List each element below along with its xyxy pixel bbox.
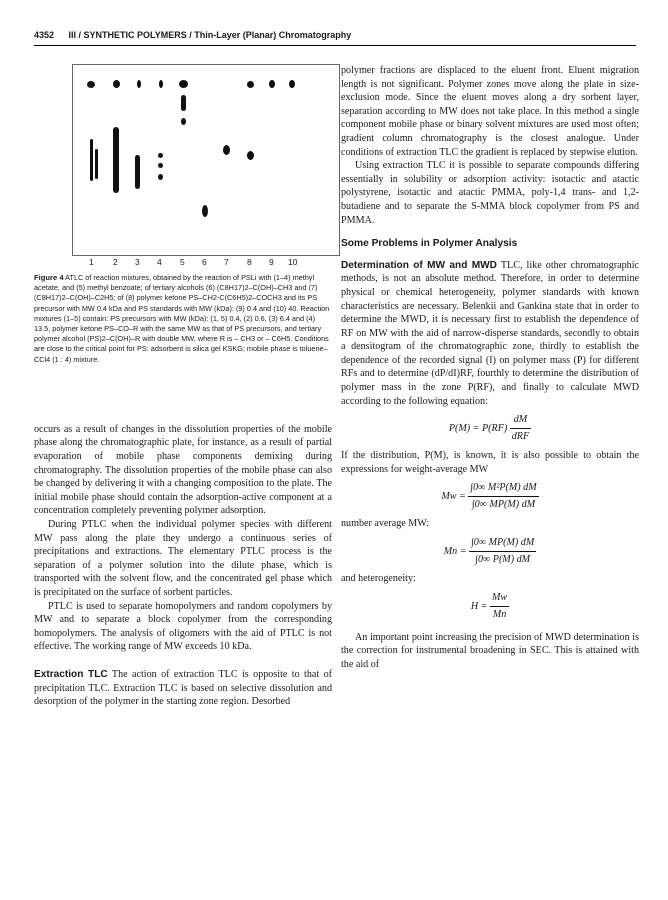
equation-denominator: ∫0∞ P(M) dM (475, 554, 531, 566)
tlc-spot (113, 127, 119, 193)
tlc-spot (181, 95, 186, 111)
equation-lhs: Mw = (441, 491, 466, 503)
equation-fraction (469, 535, 536, 568)
caption-label: Figure 4 (34, 273, 64, 282)
tlc-spot (179, 80, 188, 88)
running-title: III / SYNTHETIC POLYMERS / Thin-Layer (Planar) Chromatography (68, 30, 352, 40)
lane-label: 8 (247, 257, 252, 267)
lane-label: 3 (135, 257, 140, 267)
equation-mwd (341, 412, 639, 445)
tlc-spot (289, 80, 295, 88)
tlc-spot (202, 205, 208, 217)
tlc-spot (135, 155, 140, 189)
equation-denominator: Mn (492, 608, 507, 620)
paragraph-text: The action of extraction TLC is opposite to that of precipitation TLC. Extraction TLC is based on selective dissolution and desorption of the polymer in the starting zone region. Desorbed (34, 668, 332, 708)
equation-fraction (510, 412, 531, 445)
tlc-spot (223, 145, 230, 155)
paragraph: Using extraction TLC it is possible to separate compounds differing essentially in solubility or adsorption activity: isotactic and atactic polystyrene, isotactic and atactic PMMA, poly-1,4 trans- and 1,2-butadiene and to separate the S-MMA block copolymer from PS and PMMA. (341, 160, 639, 226)
equation-lhs: H = (470, 600, 488, 612)
right-column (341, 64, 639, 671)
tlc-spot (247, 151, 254, 160)
tlc-spot (90, 139, 93, 181)
tlc-spot (158, 174, 163, 180)
equation-denominator: ∫0∞ MP(M) dM (471, 499, 536, 511)
lane-labels (72, 256, 338, 269)
header-rule (34, 45, 636, 46)
section-heading: Some Problems in Polymer Analysis (341, 238, 518, 250)
tlc-spot (269, 80, 275, 88)
page-header (34, 30, 636, 44)
paragraph: During PTLC when the individual polymer species with different MW pass along the plate they undergo a continuous series of precipitations and extractions. The elementary PTLC process is the separation of a polymer solution into the dilute phase, which is transported with the solvent flow, and the concentrated gel phase which is precipitated on the surface of sorbent particles. (34, 518, 332, 598)
tlc-spot (247, 81, 254, 88)
lane-label: 2 (113, 257, 118, 267)
tlc-spot (95, 149, 98, 179)
paragraph: polymer fractions are displaced to the eluent front. Eluent migration length is not significant. Polymer zones move along the plate in size-exclusion mode. Since the eluent moves along a dry sorbent layer, separation according to MW does not take place. In this method a single component mobile phase or binary solvent mixtures are used most often; gradient column chromatography is the closest analogue. Under conditions of extraction TLC the gradient is replaced by stepwise elution. (341, 65, 639, 158)
paragraph: If the distribution, P(M), is known, it is also possible to obtain the expressions for weight-average MW (341, 450, 639, 475)
lane-label: 9 (269, 257, 274, 267)
run-in-heading: Extraction TLC (34, 668, 108, 680)
caption-text: ATLC of reaction mixtures, obtained by the reaction of PSLi with (1–4) methyl acetate, and (5) methyl benzoate; of tertiary alcohols (6) (C8H17)2–C(OH)–CH3 and (7) (C8H17)2–C(OH)–C2H5; of (8) polymer ketone PS–CH2-C(C6H5)2–COCH3 and its PS precursor with MW 0.4 kDa and PS standards with MW (kDa): (9) 0.4 and (10) 40. Reaction mixtures (1–5) contain: PS precursors with MW (kDa): (1, 5) 0.4, (2) 0.6, (3) 6.4 and (4) 13.5, polymer ketone PS–CO–R with the same MW as that of PS precursors, and tertiary polymer alcohol (PS)2–C(OH)–R with double MW, where R is – CH3 or – C6H5. Conditions are close to the critical point for PS: adsorbent is silica gel KSKG; mobile phase is toluene–CCl4 (1 : 4) mixture. (34, 273, 330, 364)
paragraph: PTLC is used to separate homopolymers and random copolymers by MW and to separate a block copolymer from the corresponding homopolymers. The analysis of oligomers with the aid of PTLC is not effective. The working range of MW exceeds 10 kDa. (34, 600, 332, 653)
lane-label: 4 (157, 257, 162, 267)
equation-heterogeneity (341, 590, 639, 623)
paragraph: occurs as a result of changes in the dissolution properties of the mobile phase along the chromatographic plate, for instance, as a result of partial evaporation of mobile phase components demixing during chromatography. The dissolution properties of the mobile phase can also be changed by delivering it with a changing composition to the plate. The initial mobile phase should contain the adsorption-active component at a concentration completely preventing polymer adsorption. (34, 423, 332, 517)
equation-lhs: Mn = (443, 545, 467, 557)
tlc-spot (137, 80, 141, 88)
equation-numerator: Mw (490, 590, 509, 607)
equation-mw (341, 480, 639, 513)
paragraph-text: TLC, like other chromatographic methods, is not an absolute method. Therefore, in order to determine physical or chemical heterogeneity, polymer standards with known characteristics are necessary. Belenkii and Gankina state that in order to determine the MWD, it is necessary first to establish the dependence of RF on MW with the aid of narrow-disperse standards, secondly to obtain a densitogram of the chromatographic zone, thirdly to establish the dependence of the recorded signal (I) on polymer mass (P) for different RFs and to determine (dP/dI)RF, fourthly to determine the distribution of polymer mass in the zone P(RF), and finally to calculate MWD according to the following equation: (341, 259, 639, 407)
page-number: 4352 (34, 30, 55, 40)
equation-denominator: dRF (511, 431, 530, 443)
tlc-plate-figure (72, 64, 340, 256)
tlc-spot (158, 163, 163, 168)
tlc-spot (158, 153, 163, 158)
lane-label: 10 (288, 257, 298, 267)
equation-mn (341, 535, 639, 568)
equation-numerator: ∫0∞ M²P(M) dM (468, 480, 538, 497)
tlc-spot (87, 81, 95, 88)
tlc-spot (181, 118, 186, 125)
paragraph: number average MW: (341, 518, 430, 530)
lane-label: 5 (180, 257, 185, 267)
equation-lhs: P(M) = P(RF) (448, 423, 508, 435)
equation-numerator: dM (510, 412, 531, 429)
paragraph: An important point increasing the precision of MWD determination is the correction for instrumental broadening in SEC. This is attained with the aid of (341, 631, 639, 670)
paragraph (34, 668, 332, 709)
lane-label: 1 (89, 257, 94, 267)
paragraph: and heterogeneity: (341, 573, 416, 585)
tlc-spot (113, 80, 120, 88)
equation-fraction (468, 480, 538, 513)
lane-label: 6 (202, 257, 207, 267)
equation-numerator: ∫0∞ MP(M) dM (469, 535, 536, 552)
left-column (34, 64, 332, 709)
figure-caption (34, 273, 332, 365)
equation-fraction (490, 590, 509, 623)
paragraph (341, 259, 639, 409)
run-in-heading: Determination of MW and MWD (341, 259, 497, 271)
tlc-spot (159, 80, 163, 88)
lane-label: 7 (224, 257, 229, 267)
